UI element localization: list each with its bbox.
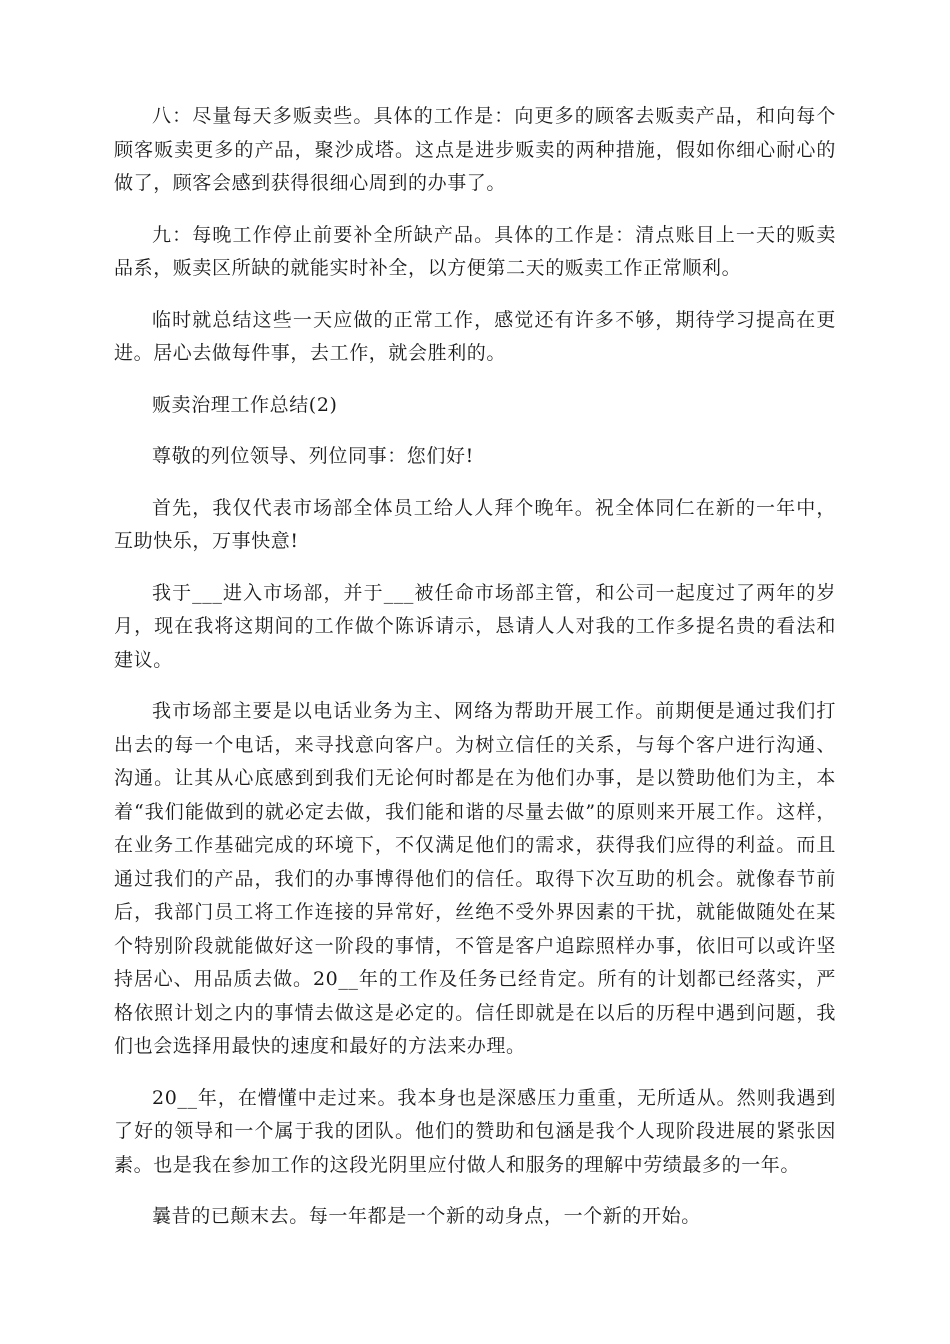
paragraph-new-year-wish: 首先，我仅代表市场部全体员工给人人拜个晚年。祝全体同仁在新的一年中，互助快乐，万事快意!	[114, 496, 836, 552]
paragraph-item-eight: 八：尽量每天多贩卖些。具体的工作是：向更多的顾客去贩卖产品，和向每个顾客贩卖更多的产品，聚沙成塔。这点是进步贩卖的两种措施，假如你细心耐心的做了，顾客会感到获得很细心周到的办事了。	[114, 105, 836, 194]
paragraph-year-review: 20__年，在懵懂中走过来。我本身也是深感压力重重，无所适从。然则我遇到了好的领导和一个属于我的团队。他们的赞助和包涵是我个人现阶段进展的紧张因素。也是我在参加工作的这段光阴里应付做人和服务的理解中劳绩最多的一年。	[114, 1086, 836, 1176]
section-title: 贩卖治理工作总结(2)	[152, 393, 338, 416]
paragraph-market-work: 我市场部主要是以电话业务为主、网络为帮助开展工作。前期便是通过我们打出去的每一个电话，来寻找意向客户。为树立信任的关系，与每个客户进行沟通、沟通。让其从心底感到到我们无论何时都是在为他们办事，是以赞助他们为主，本着“我们能做到的就必定去做，我们能和谐的尽量去做”的原则来开展工作。这样，在业务工作基础完成的环境下，不仅满足他们的需求，获得我们应得的利益。而且通过我们的产品，我们的办事博得他们的信任。取得下次互助的机会。就像春节前后，我部门员工将工作连接的异常好，丝绝不受外界因素的干扰，就能做随处在某个特别阶段就能做好这一阶段的事情，不管是客户追踪照样办事，依旧可以或许坚持居心、用品质去做。20__年的工作及任务已经肯定。所有的计划都已经落实，严格依照计划之内的事情去做这是必定的。信任即就是在以后的历程中遇到问题，我们也会选择用最快的速度和最好的方法来办理。	[114, 700, 836, 1057]
paragraph-item-nine: 九：每晚工作停止前要补全所缺产品。具体的工作是：清点账目上一天的贩卖品系，贩卖区所缺的就能实时补全，以方便第二天的贩卖工作正常顺利。	[114, 223, 836, 279]
paragraph-introduction: 我于___进入市场部，并于___被任命市场部主管，和公司一起度过了两年的岁月，现在我将这期间的工作做个陈诉请示，恳请人人对我的工作多提名贵的看法和建议。	[114, 581, 836, 671]
document-page	[114, 100, 836, 1252]
paragraph-summary-close: 临时就总结这些一天应做的正常工作，感觉还有许多不够，期待学习提高在更进。居心去做每件事，去工作，就会胜利的。	[114, 308, 836, 364]
paragraph-greeting: 尊敬的列位领导、列位同事：您们好!	[152, 445, 474, 467]
paragraph-new-start: 曩昔的已颠末去。每一年都是一个新的动身点，一个新的开始。	[152, 1205, 701, 1227]
